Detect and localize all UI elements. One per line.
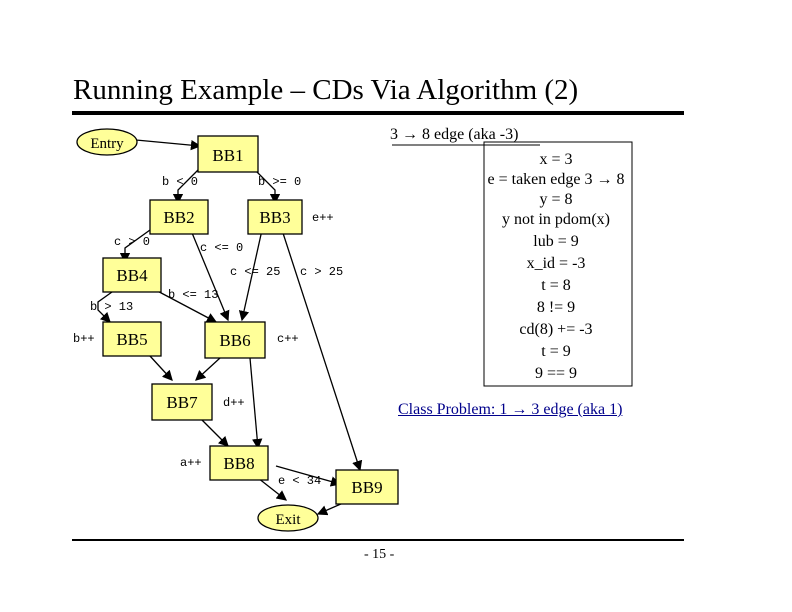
class-problem-link[interactable]: Class Problem: 1 → 3 edge (aka 1) — [398, 401, 623, 418]
edge-bb7-bb8 — [200, 418, 228, 446]
label-bb8: BB8 — [223, 454, 255, 473]
label-c-gt-0: c > 0 — [114, 235, 151, 249]
label-a-inc: a++ — [180, 456, 202, 470]
label-c-inc: c++ — [277, 332, 299, 346]
label-b-le-13: b <= 13 — [168, 288, 219, 302]
trace-line-9: t = 9 — [541, 343, 571, 360]
label-bb5: BB5 — [116, 330, 148, 349]
label-e-lt-34: e < 34 — [278, 474, 322, 488]
label-bb9: BB9 — [351, 478, 383, 497]
label-entry: Entry — [90, 136, 124, 152]
trace-line-7: 8 != 9 — [536, 299, 576, 316]
label-b-gt-13: b > 13 — [90, 300, 134, 314]
label-c-le-0: c <= 0 — [200, 241, 244, 255]
label-b-inc: b++ — [73, 332, 95, 346]
trace-line-6: t = 8 — [541, 277, 571, 294]
edge-bb6-bb7 — [196, 358, 220, 380]
trace-line-4: lub = 9 — [533, 233, 579, 250]
label-bb7: BB7 — [166, 393, 198, 412]
trace-line-5: x_id = -3 — [526, 255, 586, 272]
label-b-ge-0: b >= 0 — [258, 175, 302, 189]
trace-line-2: y = 8 — [539, 191, 573, 208]
trace-line-3: y not in pdom(x) — [502, 211, 610, 228]
label-bb3: BB3 — [259, 208, 291, 227]
page-number: - 15 - — [364, 547, 395, 562]
trace-line-10: 9 == 9 — [534, 365, 578, 382]
label-e-inc: e++ — [312, 211, 334, 225]
trace-line-8: cd(8) += -3 — [519, 321, 593, 338]
label-exit: Exit — [275, 512, 301, 528]
label-c-le-25: c <= 25 — [230, 265, 281, 279]
slide-title: Running Example – CDs Via Algorithm (2) — [73, 74, 579, 106]
trace-line-1: e = taken edge 3 → 8 — [487, 171, 625, 188]
label-bb6: BB6 — [219, 331, 251, 350]
trace-heading: 3 → 8 edge (aka -3) — [390, 126, 519, 143]
label-bb2: BB2 — [163, 208, 195, 227]
label-bb1: BB1 — [212, 146, 244, 165]
edge-bb5-bb7 — [150, 356, 172, 380]
edge-entry-bb1 — [136, 140, 200, 146]
trace-line-0: x = 3 — [539, 151, 573, 168]
label-c-gt-25: c > 25 — [300, 265, 344, 279]
edge-bb6-bb8 — [250, 358, 258, 448]
label-b-lt-0: b < 0 — [162, 175, 199, 189]
label-d-inc: d++ — [223, 396, 245, 410]
label-bb4: BB4 — [116, 266, 148, 285]
footer-divider — [72, 539, 684, 541]
